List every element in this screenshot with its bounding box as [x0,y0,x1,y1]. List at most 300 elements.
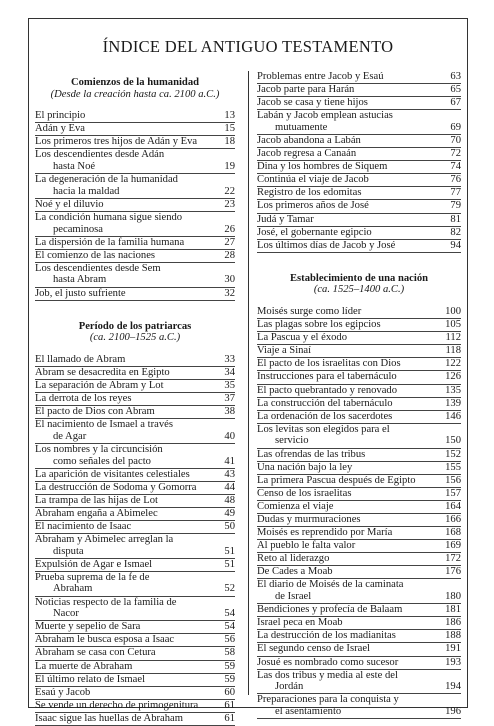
index-entry [257,540,461,553]
entry-list [35,110,235,300]
entry-title [35,621,209,633]
entry-page-number: 180 [445,591,461,603]
index-entry [257,553,461,566]
index-entry [35,136,235,149]
entry-title [257,462,435,474]
entry-title-continuation: de Israel [275,591,312,603]
entry-page-number: 50 [224,521,235,532]
entry-page-number: 51 [224,558,235,570]
entry-page-number: 122 [445,358,461,370]
entry-title-line: La Pascua y el éxodo [257,332,348,344]
entry-page-number: 43 [224,468,235,480]
column-divider [248,71,249,695]
entry-title-line: El comienzo de las naciones [35,249,156,261]
index-entry [35,597,235,622]
entry-title-continuation: pecaminosa [53,223,104,235]
entry-page-number: 72 [450,148,461,160]
entry-page-number: 35 [224,379,235,391]
entry-list [257,71,461,253]
entry-title [257,670,435,693]
entry-title-line: Las plagas sobre los egipcios [257,319,381,331]
entry-title-line: Los descendientes desde Sem [35,262,161,274]
left-column [35,71,235,726]
entry-title-line: El principio [35,110,86,122]
entry-page-number: 59 [224,673,235,685]
index-entry [35,406,235,419]
entry-page-number: 23 [224,198,235,210]
entry-title [35,572,209,595]
entry-title-line: Josué es nombrado como sucesor [257,656,399,668]
entry-page-number: 67 [450,97,461,109]
entry-title-continuation: hasta Noé [53,161,96,173]
entry-title [257,174,435,186]
index-entry [35,354,235,367]
entry-title-line: La destrucción de Sodoma y Gomorra [35,481,197,493]
index-entry [35,661,235,674]
entry-page-number: 30 [224,274,235,286]
entry-title-line: Noticias respecto de la familia de [35,596,177,608]
entry-title [257,71,435,83]
index-entry [35,674,235,687]
entry-page-number: 61 [224,699,235,711]
index-entry [257,71,461,84]
entry-title-line: Dudas y murmuraciones [257,514,361,525]
entry-title [257,161,435,173]
entry-list [35,354,235,726]
entry-title-line: Al pueblo le falta valor [257,540,356,552]
entry-title-line: Jacob se casa y tiene hijos [257,97,368,109]
entry-page-number: 48 [224,494,235,506]
entry-page-number: 166 [445,514,461,525]
index-entry [35,419,235,444]
section-subheading: (Desde la creación hasta ca. 2100 a.C.) [50,88,220,100]
entry-title [257,187,435,199]
entry-title [35,508,209,520]
index-entry [35,508,235,521]
entry-title-line: Las ofrendas de las tribus [257,448,366,460]
index-entry [35,174,235,199]
entry-page-number: 49 [224,507,235,519]
entry-page-number: 156 [445,474,461,486]
entry-title [257,475,435,487]
entry-title-line: Labán y Jacob emplean astucias [257,110,393,122]
entry-title-line: El último relato de Ismael [35,673,146,685]
entry-title [257,540,435,552]
entry-title-line: Israel peca en Moab [257,617,343,629]
entry-title-line: El pacto quebrantado y renovado [257,384,398,396]
entry-title-line: El pacto de los israelitas con Dios [257,358,401,370]
entry-title [257,643,435,655]
index-entry [257,174,461,187]
entry-title-line: Viaje a Sinaí [257,345,312,357]
index-entry [35,634,235,647]
entry-title [257,579,435,602]
index-entry [35,444,235,469]
entry-page-number: 18 [224,136,235,148]
entry-title-line: El diario de Moisés de la caminata [257,579,404,591]
entry-title [257,514,435,526]
entry-title [257,319,435,331]
entry-page-number: 164 [445,500,461,512]
index-entry [35,123,235,136]
entry-title-line: Jacob abandona a Labán [257,134,361,146]
entry-title-line: La destrucción de los madianitas [257,630,396,642]
entry-page-number: 105 [445,319,461,331]
index-entry [257,227,461,240]
entry-title [35,634,209,646]
entry-title-line: José, el gobernante egipcio [257,226,372,238]
entry-title [257,148,435,160]
entry-title [257,657,435,669]
entry-title-line: Bendiciones y profecía de Balaam [257,604,403,616]
index-entry [35,521,235,534]
entry-title-line: Abraham y Abimelec arreglan la [35,534,174,546]
entry-page-number: 32 [224,287,235,299]
entry-title-line: Registro de los edomitas [257,187,362,199]
index-entry [35,199,235,212]
entry-title [257,566,435,578]
entry-title-line: Los primeros años de José [257,200,369,212]
entry-page-number: 22 [224,185,235,197]
entry-page-number: 186 [445,617,461,629]
entry-title [35,288,209,300]
entry-page-number: 13 [224,110,235,122]
entry-title-line: Abraham engaña a Abimelec [35,507,158,519]
entry-page-number: 77 [450,187,461,199]
entry-page-number: 176 [445,566,461,578]
entry-title [35,469,209,481]
entry-page-number: 196 [445,705,461,717]
index-entry [257,475,461,488]
entry-page-number: 51 [224,545,235,557]
entry-title-line: Las dos tribus y media al este del [257,669,398,681]
entry-title-line: Reto al liderazgo [257,553,330,565]
entry-title-line: La separación de Abram y Lot [35,379,164,391]
entry-title-line: Abram se desacredita en Egipto [35,366,170,378]
entry-page-number: 79 [450,200,461,212]
entry-title-line: La dispersión de la familia humana [35,236,185,248]
entry-title [257,227,435,239]
entry-title-line: Judá y Tamar [257,213,314,225]
entry-title-line: Los primeros tres hijos de Adán y Eva [35,136,198,148]
entry-title-line: El nacimiento de Ismael a través [35,419,173,431]
entry-page-number: 44 [224,481,235,493]
entry-title [35,444,209,467]
entry-title-line: El pacto de Dios con Abram [35,406,155,418]
index-entry [35,647,235,660]
entry-page-number: 168 [445,527,461,539]
index-entry [257,214,461,227]
entry-title [257,97,435,109]
entry-title-line: La primera Pascua después de Egipto [257,474,416,486]
index-entry [35,237,235,250]
entry-title [257,694,435,717]
entry-page-number: 94 [450,239,461,251]
entry-title [257,135,435,147]
index-entry [35,700,235,713]
entry-page-number: 172 [445,553,461,565]
entry-title-continuation: Jordán [275,681,304,693]
entry-page-number: 60 [224,686,235,698]
section-subheading: (ca. 2100–1525 a.C.) [89,332,181,344]
entry-title-continuation: hacia la maldad [53,185,120,197]
entry-page-number: 65 [450,84,461,96]
entry-title [35,263,209,286]
entry-page-number: 100 [445,306,461,317]
index-entry [257,411,461,424]
entry-page-number: 157 [445,487,461,499]
index-entry [257,110,461,135]
entry-title [35,393,209,405]
entry-title [257,553,435,565]
entry-title [257,488,435,500]
entry-page-number: 69 [450,121,461,133]
index-entry [257,161,461,174]
index-entry [257,514,461,527]
entry-title-continuation: servicio [275,435,309,447]
entry-title-line: Comienza el viaje [257,500,334,512]
index-entry [35,149,235,174]
index-entry [35,559,235,572]
entry-title-continuation: el asentamiento [275,705,342,717]
index-entry [257,200,461,213]
entry-title-line: Expulsión de Agar e Ismael [35,558,153,570]
entry-page-number: 146 [445,410,461,422]
entry-title-line: El nacimiento de Isaac [35,521,132,532]
entry-title [35,149,209,172]
index-entry [35,288,235,301]
entry-page-number: 28 [224,249,235,261]
entry-title [35,700,209,712]
entry-title-line: Esaú y Jacob [35,686,91,698]
entry-title-line: Adán y Eva [35,123,86,135]
entry-title-continuation: como señales del pacto [53,455,151,467]
index-entry [257,501,461,514]
entry-page-number: 58 [224,647,235,659]
entry-title-continuation: de Agar [53,430,87,442]
entry-title-line: Prueba suprema de la fe de [35,571,150,583]
entry-page-number: 54 [224,621,235,633]
entry-title-continuation: hasta Abram [53,274,107,286]
entry-list [257,306,461,719]
entry-title [35,250,209,262]
entry-title [257,240,435,252]
entry-title [257,358,435,370]
entry-title-line: Abraham le busca esposa a Isaac [35,634,175,646]
entry-page-number: 19 [224,161,235,173]
entry-title-line: El segundo censo de Israel [257,643,370,655]
entry-page-number: 41 [224,455,235,467]
entry-title [257,424,435,447]
index-entry [257,332,461,345]
index-entry [257,240,461,253]
entry-page-number: 33 [224,353,235,365]
index-entry [35,687,235,700]
entry-page-number: 26 [224,223,235,235]
page-title: ÍNDICE DEL ANTIGUO TESTAMENTO [102,37,394,56]
entry-title-line: Moisés surge como líder [257,306,362,317]
index-entry [35,495,235,508]
entry-title-line: Los levitas son elegidos para el [257,423,390,435]
entry-title-line: Censo de los israelitas [257,487,352,499]
entry-title-line: Job, el justo sufriente [35,287,126,299]
entry-page-number: 70 [450,134,461,146]
right-column [257,71,461,719]
entry-title [257,527,435,539]
index-entry [257,527,461,540]
section-heading: Establecimiento de una nación [289,272,429,284]
entry-page-number: 188 [445,630,461,642]
index-entry [257,449,461,462]
entry-page-number: 76 [450,174,461,186]
entry-title-line: La aparición de visitantes celestiales [35,468,190,480]
entry-page-number: 118 [445,345,461,357]
entry-title-line: Abraham se casa con Cetura [35,647,156,659]
entry-page-number: 34 [224,366,235,378]
entry-title [35,406,209,418]
index-entry [257,579,461,604]
index-entry [257,385,461,398]
entry-title-line: Una nación bajo la ley [257,461,353,473]
entry-title [257,345,435,357]
entry-title [257,200,435,212]
entry-title [257,449,435,461]
entry-title [35,123,209,135]
entry-title-line: El llamado de Abram [35,353,126,365]
index-entry [35,572,235,597]
index-entry [257,97,461,110]
entry-page-number: 135 [445,384,461,396]
entry-title [257,604,435,616]
entry-title-continuation: Abraham [53,583,93,595]
entry-title-line: Preparaciones para la conquista y [257,694,399,706]
index-entry [257,371,461,384]
entry-title [35,482,209,494]
index-entry [35,110,235,123]
entry-title-line: Moisés es reprendido por María [257,527,393,539]
entry-title [35,661,209,673]
entry-title [35,367,209,379]
entry-page-number: 155 [445,461,461,473]
entry-page-number: 74 [450,161,461,173]
entry-title [35,534,209,557]
entry-page-number: 63 [450,71,461,82]
entry-title [35,136,209,148]
index-entry [257,319,461,332]
entry-title-line: La degeneración de la humanidad [35,174,178,186]
entry-title [35,687,209,699]
index-entry [35,212,235,237]
entry-page-number: 15 [224,123,235,135]
index-entry [257,424,461,449]
index-entry [257,604,461,617]
index-entry [35,621,235,634]
entry-title-line: Jacob regresa a Canaán [257,148,357,160]
entry-page-number: 40 [224,430,235,442]
entry-title [257,617,435,629]
entry-title [35,521,209,533]
section-heading: Comienzos de la humanidad [70,77,200,88]
entry-title [35,212,209,235]
index-entry [35,380,235,393]
entry-title-line: Continúa el viaje de Jacob [257,174,369,186]
entry-title [257,501,435,513]
index-entry [35,263,235,288]
entry-title [257,371,435,383]
section-heading: Período de los patriarcas [78,320,192,332]
entry-title-line: Se vende un derecho de primogenitura [35,699,199,711]
index-entry [257,345,461,358]
entry-title-line: Isaac sigue las huellas de Abraham [35,712,183,724]
entry-title-line: Los descendientes desde Adán [35,149,165,161]
entry-title [35,597,209,620]
index-entry [257,694,461,719]
entry-title [257,398,435,410]
entry-title-continuation: Nacor [53,608,79,620]
entry-title-continuation: mutuamente [275,121,328,133]
index-page [28,18,468,724]
entry-page-number: 112 [445,332,461,344]
entry-page-number: 169 [445,540,461,552]
index-entry [257,566,461,579]
entry-title [257,332,435,344]
entry-title [35,237,209,249]
entry-title [257,411,435,423]
entry-page-number: 52 [224,583,235,595]
entry-title-line: Jacob parte para Harán [257,84,355,96]
entry-title-line: La condición humana sigue siendo [35,211,183,223]
entry-title [35,495,209,507]
entry-page-number: 139 [445,397,461,409]
entry-title-continuation: disputa [53,545,84,557]
index-entry [257,84,461,97]
index-entry [257,135,461,148]
entry-title-line: De Cades a Moab [257,566,333,578]
entry-title [35,713,209,725]
entry-title-line: La trampa de las hijas de Lot [35,494,158,506]
entry-page-number: 150 [445,435,461,447]
entry-page-number: 38 [224,406,235,418]
entry-title-line: Los últimos días de Jacob y José [257,239,396,251]
entry-title [257,306,435,318]
entry-title [35,174,209,197]
entry-title [35,380,209,392]
index-entry [35,469,235,482]
entry-title [35,354,209,366]
index-entry [257,358,461,371]
entry-title [35,647,209,659]
entry-title-line: La construcción del tabernáculo [257,397,393,409]
entry-page-number: 82 [450,226,461,238]
entry-title [35,110,209,122]
entry-title-line: Los nombres y la circuncisión [35,443,163,455]
index-entry [35,713,235,726]
entry-title-line: La derrota de los reyes [35,393,132,405]
entry-title [257,214,435,226]
entry-title [35,674,209,686]
entry-page-number: 193 [445,656,461,668]
index-entry [35,393,235,406]
index-entry [257,617,461,630]
entry-page-number: 152 [445,448,461,460]
entry-title-line: Muerte y sepelio de Sara [35,621,141,633]
entry-page-number: 81 [450,213,461,225]
entry-title [35,419,209,442]
entry-page-number: 126 [445,371,461,383]
index-entry [257,148,461,161]
index-entry [257,187,461,200]
entry-title [257,110,435,133]
